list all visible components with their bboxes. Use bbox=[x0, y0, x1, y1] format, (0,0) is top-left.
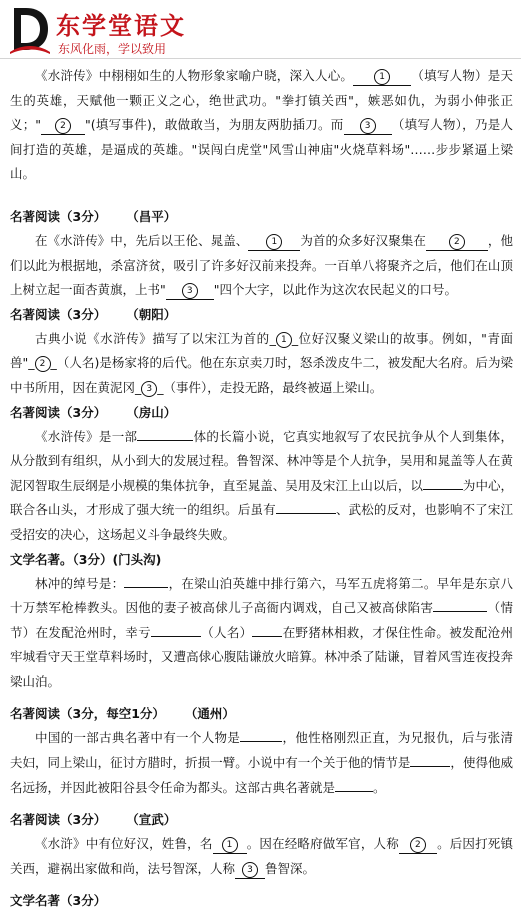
section-heading: 名著阅读（3分） （昌平） bbox=[10, 208, 177, 224]
answer-blank[interactable] bbox=[151, 636, 201, 637]
section-heading: 文学名著（3分） bbox=[10, 893, 107, 909]
header-divider bbox=[0, 58, 521, 59]
answer-blank[interactable] bbox=[276, 513, 336, 514]
answer-blank[interactable]: 2 bbox=[399, 837, 437, 854]
question-paragraph: 中国的一部古典名著中有一个人物是 ，他性格刚烈正直，为兄报仇，后与张清夫妇，同上梁山，征讨方腊时，折损一臂。小说中有一个关于他的情节是 ，使得他威名远扬，并因此被阳谷县令任命为都头。这部古典名著就是 。 bbox=[10, 730, 513, 795]
intro-paragraph: 《水浒传》中栩栩如生的人物形象家喻户晓，深入人心。 1 （填写人物）是天生的英雄，天赋他一颗正义之心，绝世武功。"拳打镇关西"，嫉恶如仇，为弱小伸张正义；" 2 "(填写事件)，敢做敢当，为朋友两肋插刀。而 3 （填写人物），乃是人间打造的英雄，是逼成的英雄。"误闯白虎堂"风雪山神庙"火烧草料场"……步步紧逼上梁山。 bbox=[10, 68, 513, 182]
answer-blank[interactable]: 2 bbox=[426, 234, 488, 251]
answer-blank[interactable]: 1 bbox=[353, 69, 411, 86]
section-heading: 名著阅读（3分） （房山） bbox=[10, 404, 177, 420]
section-heading: 名著阅读（3分，每空1分） （通州） bbox=[10, 706, 235, 722]
section-heading: 名著阅读（3分） （宣武） bbox=[10, 812, 177, 828]
document-body bbox=[10, 64, 513, 913]
brand-logo-icon bbox=[8, 4, 52, 56]
answer-blank[interactable]: 3 bbox=[344, 118, 392, 135]
answer-blank[interactable]: 1 bbox=[248, 234, 300, 251]
answer-blank[interactable]: 1 bbox=[213, 837, 247, 854]
question-paragraph: 古典小说《水浒传》描写了以宋江为首的_ 1 _位好汉聚义梁山的故事。例如，"青面兽"_ 2 _（人名)是杨家将的后代。他在东京卖刀时，怒杀泼皮牛二，被发配大名府。后为梁中书所用，因在黄泥冈_ 3 _（事件），走投无路，最终被逼上梁山。 bbox=[10, 330, 513, 395]
page-header bbox=[0, 0, 521, 62]
question-paragraph: 在《水浒传》中，先后以王伦、晁盖、 1 为首的众多好汉聚集在 2 ，他们以此为根据地，杀富济贫，吸引了许多好汉前来投奔。一百单八将聚齐之后，他们在山顶上树立起一面杏黄旗，上书" 3 "四个大字，以此作为这次农民起义的口号。 bbox=[10, 229, 513, 303]
brand-name: 东学堂语文 bbox=[56, 11, 186, 40]
answer-blank[interactable]: 2 bbox=[41, 118, 85, 135]
question-paragraph: 林冲的绰号是： ，在梁山泊英雄中排行第六，马军五虎将第二。早年是东京八十万禁军枪棒教头。因他的妻子被高俅儿子高衙内调戏，自己又被高俅陷害 （情节）在发配沧州时，幸亏 （人名） 在野猪林相救，才保住性命。被发配沧州牢城看守天王堂草料场时，又遭高俅心腹陆谦放火暗算。林冲杀了陆谦，冒着风雪连夜投奔梁山泊。 bbox=[10, 575, 513, 689]
answer-blank[interactable]: 3 bbox=[235, 862, 265, 879]
question-paragraph: 《水浒传》是一部 体的长篇小说，它真实地叙写了农民抗争从个人到集体，从分散到有组织，从小到大的发展过程。鲁智深、林冲等是个人抗争，吴用和晁盖等人在黄泥冈智取生辰纲是小规模的集体抗争，直至晁盖、吴用及宋江上山以后，以 为中心，联合各山头，才形成了强大统一的组织。后虽有 、武松的反对，也影响不了宋江受招安的决心，这场起义斗争最终失败。 bbox=[10, 428, 513, 542]
answer-blank[interactable] bbox=[410, 766, 450, 767]
section-heading: 名著阅读（3分） （朝阳） bbox=[10, 306, 177, 322]
brand-slogan: 东风化雨，学以致用 bbox=[58, 42, 167, 56]
answer-number: 3 bbox=[141, 381, 157, 397]
answer-blank[interactable] bbox=[124, 587, 168, 588]
answer-blank[interactable] bbox=[423, 489, 463, 490]
answer-blank[interactable] bbox=[433, 611, 487, 612]
answer-blank[interactable] bbox=[252, 636, 282, 637]
answer-blank[interactable] bbox=[240, 741, 282, 742]
question-paragraph: 《水浒》中有位好汉，姓鲁，名 1 。因在经略府做军官，人称 2 。后因打死镇关西，避祸出家做和尚，法号智深，人称 3 鲁智深。 bbox=[10, 832, 513, 881]
answer-blank[interactable] bbox=[335, 791, 373, 792]
answer-number: 2 bbox=[35, 356, 51, 372]
section-heading: 文学名著。（3分）(门头沟) bbox=[10, 551, 162, 567]
answer-blank[interactable]: 3 bbox=[166, 283, 214, 300]
answer-blank[interactable] bbox=[137, 440, 193, 441]
answer-number: 1 bbox=[276, 332, 292, 348]
